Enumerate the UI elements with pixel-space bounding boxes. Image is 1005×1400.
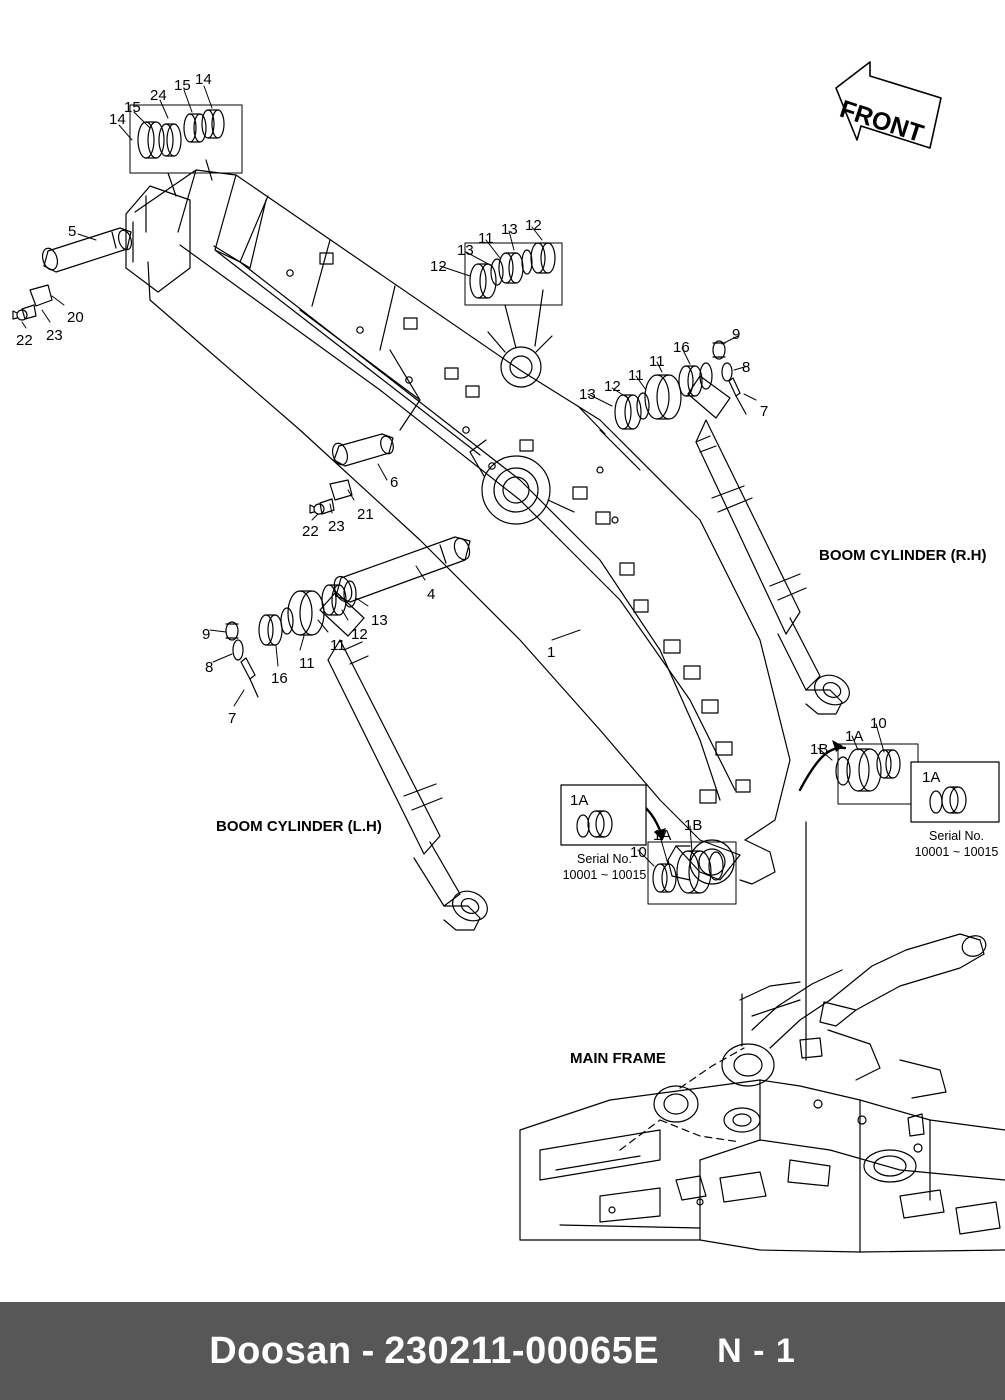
serial-box-left-note bbox=[532, 851, 677, 884]
pin-item-6 bbox=[330, 434, 395, 467]
pin-item-5 bbox=[40, 228, 134, 272]
footer-bar bbox=[0, 1302, 1005, 1400]
callout-10-mid: 10 bbox=[630, 844, 647, 861]
callout-7-b: 7 bbox=[228, 710, 237, 727]
serial-box-right-note-line1: Serial No. bbox=[929, 829, 984, 843]
callout-11-b: 11 bbox=[628, 367, 644, 384]
serial-box-left-note-line2: 10001 ~ 10015 bbox=[562, 868, 647, 883]
callout-4: 4 bbox=[427, 586, 436, 603]
boom-body bbox=[126, 170, 790, 884]
callout-leaders bbox=[22, 86, 884, 866]
callout-13-b: 13 bbox=[501, 221, 518, 238]
serial-box-left-note-line1: Serial No. bbox=[577, 852, 632, 866]
callout-10-right: 10 bbox=[870, 715, 887, 732]
callout-1: 1 bbox=[547, 644, 556, 661]
callout-22-a: 22 bbox=[16, 332, 33, 349]
callout-9-a: 9 bbox=[732, 326, 741, 343]
callout-8-a: 8 bbox=[742, 359, 751, 376]
callout-14-a: 14 bbox=[109, 111, 126, 128]
pin-item-4 bbox=[331, 536, 472, 604]
callout-13-c: 13 bbox=[579, 386, 596, 403]
lock-plate-20 bbox=[13, 285, 52, 320]
serial-box-right-note bbox=[884, 828, 1005, 861]
callout-11-a: 11 bbox=[478, 230, 494, 247]
callout-11-c: 11 bbox=[649, 353, 665, 370]
footer-separator: - bbox=[361, 1329, 375, 1372]
callout-1b-mid: 1B bbox=[684, 817, 703, 834]
front-arrow-label: FRONT bbox=[836, 95, 927, 149]
footer-part-number: 230211-00065E bbox=[384, 1329, 660, 1372]
callout-22-b: 22 bbox=[302, 523, 319, 540]
callout-14-b: 14 bbox=[195, 71, 212, 88]
serial-box-right-note-line2: 10001 ~ 10015 bbox=[914, 845, 999, 860]
callout-20: 20 bbox=[67, 309, 84, 326]
callout-12-a: 12 bbox=[430, 258, 447, 275]
callout-12-d: 12 bbox=[351, 626, 368, 643]
callout-21: 21 bbox=[357, 506, 374, 523]
callout-13-a: 13 bbox=[457, 242, 474, 259]
callout-6: 6 bbox=[390, 474, 399, 491]
label-boom-cylinder-rh: BOOM CYLINDER (R.H) bbox=[819, 547, 987, 564]
callout-16-a: 16 bbox=[673, 339, 690, 356]
boom-cylinder-lh-drawing bbox=[320, 592, 492, 930]
callout-1a-mid: 1A bbox=[653, 827, 672, 844]
label-main-frame: MAIN FRAME bbox=[570, 1050, 666, 1067]
serial-box-left-item-label: 1A bbox=[570, 792, 589, 809]
callout-23-b: 23 bbox=[328, 518, 345, 535]
callout-1b-right: 1B bbox=[810, 741, 829, 758]
callout-15-b: 15 bbox=[174, 77, 191, 94]
callout-9-b: 9 bbox=[202, 626, 211, 643]
bushing-group-top-left bbox=[130, 105, 242, 196]
callout-23-a: 23 bbox=[46, 327, 63, 344]
main-frame-drawing bbox=[520, 932, 1005, 1252]
callout-13-d: 13 bbox=[371, 612, 388, 629]
callout-5: 5 bbox=[68, 223, 77, 240]
callout-15-a: 15 bbox=[124, 99, 141, 116]
callout-24: 24 bbox=[150, 87, 167, 104]
footer-page-number: N - 1 bbox=[717, 1331, 796, 1370]
serial-box-right-item-label: 1A bbox=[922, 769, 941, 786]
callout-1a-right: 1A bbox=[845, 728, 864, 745]
label-boom-cylinder-lh: BOOM CYLINDER (L.H) bbox=[216, 818, 382, 835]
footer-brand: Doosan bbox=[209, 1329, 352, 1372]
callout-8-b: 8 bbox=[205, 659, 214, 676]
callout-12-b: 12 bbox=[525, 217, 542, 234]
callout-7-a: 7 bbox=[760, 403, 769, 420]
callout-11-d: 11 bbox=[330, 637, 346, 654]
callout-12-c: 12 bbox=[604, 378, 621, 395]
callout-16-b: 16 bbox=[271, 670, 288, 687]
callout-11-e: 11 bbox=[299, 655, 315, 672]
